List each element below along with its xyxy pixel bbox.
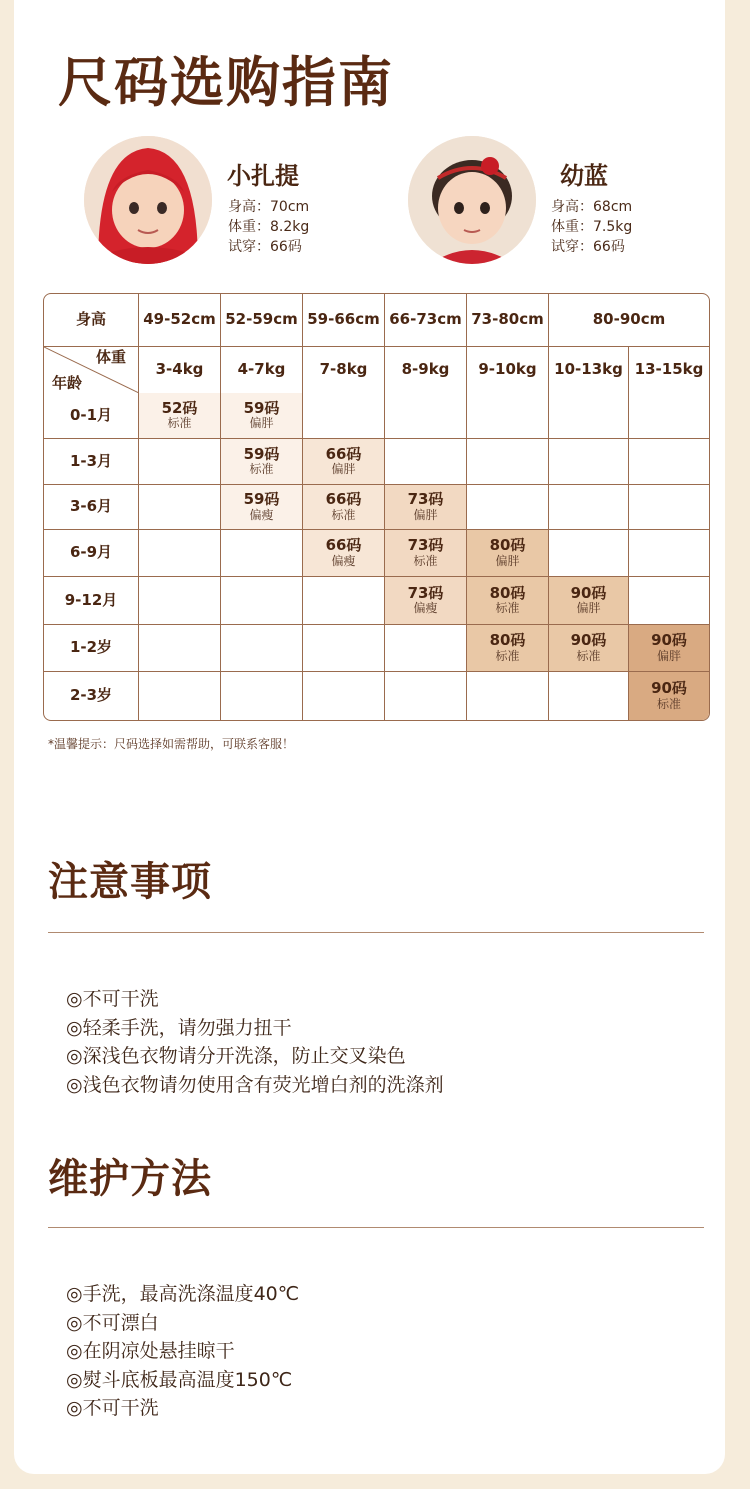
size-value: 59码	[243, 490, 280, 509]
weight-range: 7-8kg	[303, 347, 385, 393]
size-value: 52码	[161, 398, 198, 417]
size-value: 73码	[407, 583, 444, 602]
model-height-1: 身高：70cm	[228, 199, 310, 215]
size-cell	[385, 530, 467, 577]
fit-label: 偏瘦	[331, 553, 356, 568]
size-cell	[467, 625, 549, 672]
empty-cell	[629, 530, 709, 577]
empty-cell	[303, 393, 385, 439]
size-value: 66码	[325, 490, 362, 509]
empty-cell	[303, 577, 385, 625]
height-range: 80-90cm	[549, 294, 709, 347]
height-range: 66-73cm	[385, 294, 467, 347]
empty-cell	[303, 672, 385, 720]
table-row	[44, 530, 709, 577]
weight-range: 13-15kg	[634, 360, 704, 379]
weight-range: 3-4kg	[139, 347, 221, 393]
empty-cell	[221, 672, 303, 720]
size-value: 90码	[570, 631, 607, 650]
size-value: 73码	[407, 536, 444, 555]
empty-cell	[139, 625, 221, 672]
fit-label: 偏胖	[331, 462, 356, 477]
size-cell	[385, 577, 467, 625]
list-item: ◎不可干洗	[66, 1397, 159, 1419]
empty-cell	[385, 393, 467, 439]
size-cell	[303, 439, 385, 485]
size-cell	[385, 485, 467, 530]
model-photo-1	[84, 136, 212, 264]
list-item: ◎在阴凉处悬挂晾干	[66, 1340, 235, 1362]
empty-cell	[629, 439, 709, 485]
notes-list	[66, 985, 444, 1099]
empty-cell	[221, 530, 303, 577]
care-list	[66, 1280, 299, 1423]
fit-label: 标准	[495, 648, 520, 663]
table-row	[44, 393, 709, 439]
height-row	[44, 294, 709, 347]
notes-divider	[48, 932, 704, 933]
empty-cell	[385, 439, 467, 485]
empty-cell	[629, 485, 709, 530]
empty-cell	[221, 625, 303, 672]
model-name-1: 小扎提	[227, 162, 299, 190]
height-range: 49-52cm	[139, 294, 221, 347]
size-tip: *温馨提示：尺码选择如需帮助，可联系客服！	[48, 737, 295, 751]
list-item: ◎不可漂白	[66, 1311, 159, 1334]
fit-label: 偏胖	[413, 507, 438, 522]
empty-cell	[549, 530, 629, 577]
size-value: 59码	[243, 444, 280, 463]
model-name-2: 幼蓝	[560, 162, 608, 190]
list-item: ◎深浅色衣物请分开洗涤，防止交叉染色	[66, 1045, 406, 1067]
weight-range: 8-9kg	[385, 347, 467, 393]
empty-cell	[549, 485, 629, 530]
size-cell	[629, 625, 709, 672]
empty-cell	[549, 439, 629, 485]
weight-range: 4-7kg	[221, 347, 303, 393]
fit-label: 标准	[495, 601, 520, 616]
size-value: 66码	[325, 444, 362, 463]
empty-cell	[303, 625, 385, 672]
size-cell	[221, 393, 303, 439]
age-cell: 2-3岁	[44, 672, 139, 720]
fit-label: 偏胖	[656, 648, 681, 663]
size-value: 80码	[489, 631, 526, 650]
size-value: 66码	[325, 536, 362, 555]
height-range: 59-66cm	[303, 294, 385, 347]
age-cell: 0-1月	[44, 393, 139, 439]
size-value: 80码	[489, 536, 526, 555]
table-row	[44, 625, 709, 672]
notes-title: 注意事项	[48, 859, 212, 905]
size-cell	[221, 439, 303, 485]
age-cell: 1-3月	[44, 439, 139, 485]
weight-age-corner	[44, 347, 139, 393]
fit-label: 偏胖	[249, 416, 274, 431]
page-title: 尺码选购指南	[58, 51, 394, 114]
list-item: ◎轻柔手洗，请勿强力扭干	[66, 1016, 292, 1039]
empty-cell	[139, 577, 221, 625]
size-cell	[303, 530, 385, 577]
empty-cell	[549, 672, 629, 720]
table-row	[44, 672, 709, 720]
table-row	[44, 485, 709, 530]
list-item: ◎不可干洗	[66, 988, 159, 1010]
fit-label: 标准	[249, 462, 274, 477]
model-weight-2: 体重：7.5kg	[551, 219, 633, 235]
empty-cell	[629, 577, 709, 625]
age-cell: 9-12月	[44, 577, 139, 625]
care-divider	[48, 1227, 704, 1228]
empty-cell	[139, 439, 221, 485]
fit-label: 标准	[576, 648, 601, 663]
fit-label: 标准	[656, 696, 681, 711]
weight-row	[44, 347, 709, 393]
empty-cell	[549, 393, 629, 439]
model-photo-2	[408, 136, 536, 264]
list-item: ◎手洗，最高洗涤温度40℃	[66, 1283, 300, 1305]
size-cell	[221, 485, 303, 530]
empty-cell	[467, 393, 549, 439]
empty-cell	[385, 625, 467, 672]
height-range: 52-59cm	[221, 294, 303, 347]
fit-label: 标准	[331, 507, 356, 522]
fit-label: 偏瘦	[249, 507, 274, 522]
fit-label: 标准	[413, 553, 438, 568]
empty-cell	[629, 393, 709, 439]
size-cell	[629, 672, 709, 720]
list-item: ◎熨斗底板最高温度150℃	[66, 1368, 293, 1391]
model-trial-2: 试穿：66码	[551, 239, 625, 255]
empty-cell	[139, 530, 221, 577]
care-title: 维护方法	[48, 1156, 212, 1202]
height-range: 73-80cm	[467, 294, 549, 347]
list-item: ◎浅色衣物请勿使用含有荧光增白剂的洗涤剂	[66, 1073, 444, 1096]
age-header: 年龄	[52, 373, 83, 392]
weight-range: 10-13kg	[549, 347, 629, 393]
size-cell	[467, 530, 549, 577]
size-value: 90码	[570, 583, 607, 602]
fit-label: 偏胖	[495, 553, 520, 568]
size-cell	[549, 577, 629, 625]
model-height-2: 身高：68cm	[551, 199, 633, 215]
empty-cell	[467, 439, 549, 485]
model-trial-1: 试穿：66码	[228, 239, 302, 255]
empty-cell	[385, 672, 467, 720]
size-value: 90码	[651, 631, 687, 650]
empty-cell	[467, 485, 549, 530]
size-value: 90码	[651, 679, 687, 698]
size-chart-table	[43, 293, 710, 721]
age-cell: 3-6月	[44, 485, 139, 530]
size-cell	[549, 625, 629, 672]
model-weight-1: 体重：8.2kg	[228, 219, 310, 235]
empty-cell	[139, 672, 221, 720]
size-value: 80码	[489, 583, 526, 602]
age-cell: 1-2岁	[44, 625, 139, 672]
table-row	[44, 577, 709, 625]
fit-label: 标准	[167, 416, 192, 431]
size-value: 73码	[407, 490, 444, 509]
empty-cell	[221, 577, 303, 625]
fit-label: 偏胖	[576, 601, 601, 616]
size-cell	[139, 393, 221, 439]
size-cell	[467, 577, 549, 625]
empty-cell	[139, 485, 221, 530]
empty-cell	[467, 672, 549, 720]
weight-range: 9-10kg	[467, 347, 549, 393]
age-cell: 6-9月	[44, 530, 139, 577]
height-header: 身高	[44, 294, 139, 347]
fit-label: 偏瘦	[413, 601, 438, 616]
weight-header: 体重	[95, 348, 126, 366]
table-row	[44, 439, 709, 485]
size-value: 59码	[243, 398, 280, 417]
size-cell	[303, 485, 385, 530]
